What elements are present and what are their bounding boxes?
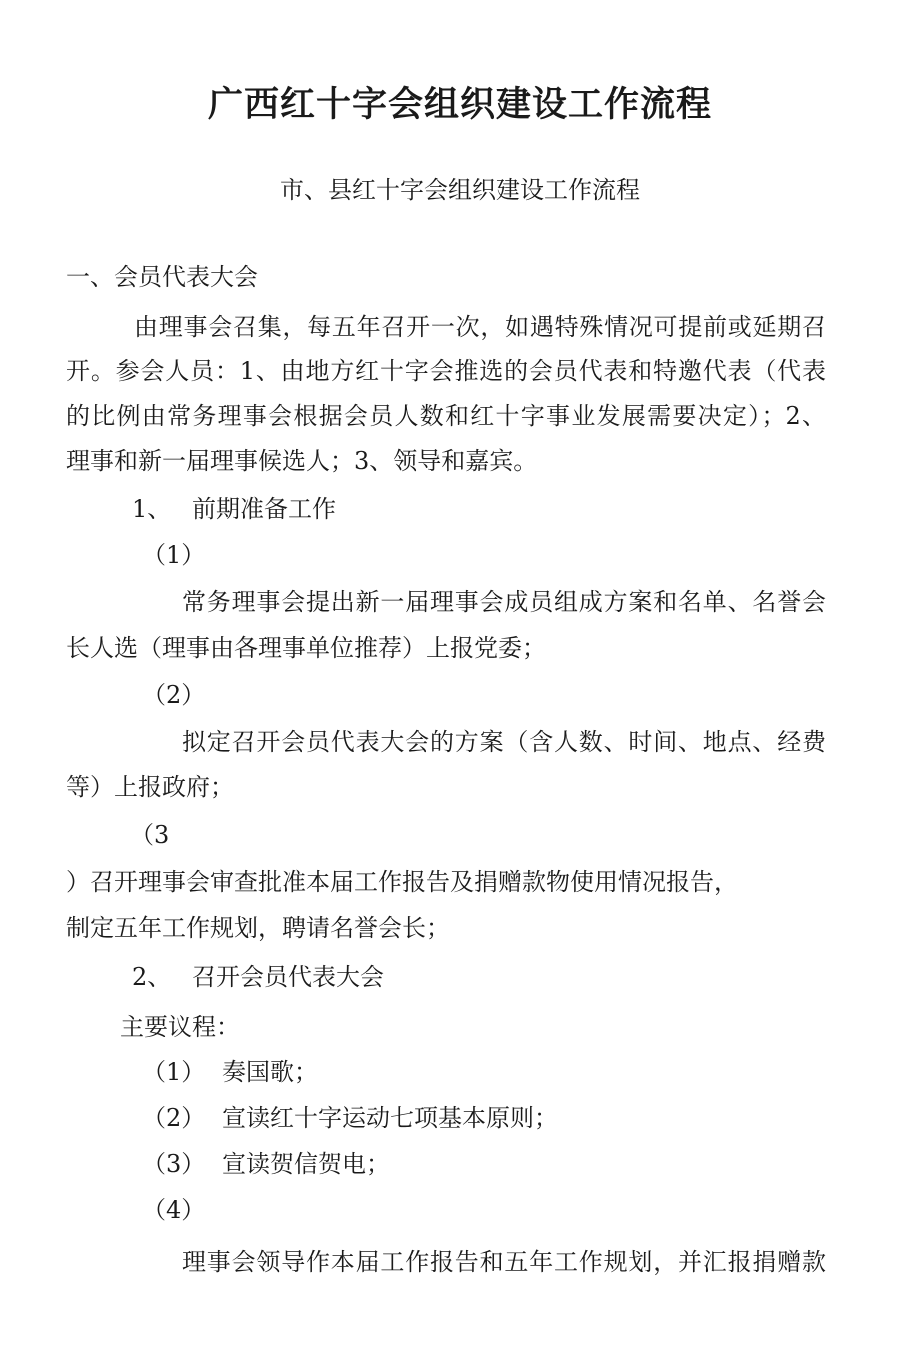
- paragraph-line: 由理事会召集，每五年召开一次，如遇特殊情况可提前或延期召: [134, 313, 826, 341]
- item-number: （1）: [142, 541, 206, 569]
- step-number: 1、: [132, 495, 172, 523]
- paragraph-line: 的比例由常务理事会根据会员人数和红十字事业发展需要决定）；2、: [66, 402, 826, 430]
- agenda-text: 宣读红十字运动七项基本原则；: [222, 1104, 558, 1132]
- step-label: 召开会员代表大会: [192, 963, 384, 991]
- agenda-number: （1）: [142, 1058, 206, 1086]
- paragraph-line: 开。参会人员：1、由地方红十字会推选的会员代表和特邀代表（代表: [66, 357, 826, 385]
- step-number: 2、: [132, 963, 172, 991]
- item-number: （3: [130, 821, 170, 849]
- agenda-number: （2）: [142, 1104, 206, 1132]
- item-number: （2）: [142, 681, 206, 709]
- item-line: 常务理事会提出新一届理事会成员组成方案和名单、名誉会: [182, 588, 826, 616]
- document-title: 广西红十字会组织建设工作流程: [207, 85, 712, 125]
- agenda-text: 宣读贺信贺电；: [222, 1150, 390, 1178]
- agenda-text: 奏国歌；: [222, 1058, 318, 1086]
- agenda-number: （3）: [142, 1150, 206, 1178]
- paragraph-line: 理事和新一届理事候选人；3、领导和嘉宾。: [66, 447, 538, 475]
- item-line: 等）上报政府；: [66, 773, 234, 801]
- item-line: ）召开理事会审查批准本届工作报告及捐赠款物使用情况报告，: [66, 868, 738, 896]
- item-line: 拟定召开会员代表大会的方案（含人数、时间、地点、经费: [182, 728, 826, 756]
- item-line: 长人选（理事由各理事单位推荐）上报党委；: [66, 634, 546, 662]
- step-label: 前期准备工作: [192, 495, 336, 523]
- item-line: 制定五年工作规划，聘请名誉会长；: [66, 914, 450, 942]
- agenda-heading: 主要议程：: [120, 1013, 240, 1041]
- agenda-line: 理事会领导作本届工作报告和五年工作规划，并汇报捐赠款: [182, 1248, 826, 1276]
- document-subtitle: 市、县红十字会组织建设工作流程: [280, 176, 640, 204]
- section-heading: 一、会员代表大会: [66, 263, 258, 291]
- agenda-number: （4）: [142, 1196, 206, 1224]
